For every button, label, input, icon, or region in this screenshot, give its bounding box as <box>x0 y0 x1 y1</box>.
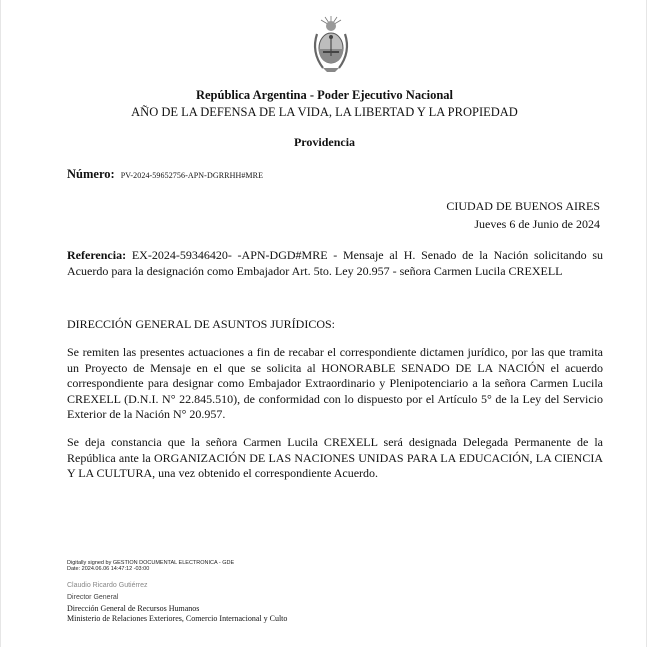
addressee: DIRECCIÓN GENERAL DE ASUNTOS JURÍDICOS: <box>67 317 336 331</box>
reference <box>67 247 603 279</box>
national-coat-of-arms-icon <box>307 14 355 74</box>
body-paragraph-2: Se deja constancia que la señora Carmen Lucila CREXELL será designada Delegada Permanente de la República ante la ORGANIZACIÓN DE LAS NACIONES UNIDAS PARA LA EDUCACIÓN, LA CIENCIA Y LA CULTURA, una vez obtenido el correspondiente Acuerdo. <box>67 435 603 480</box>
document-type: Providencia <box>293 135 356 149</box>
year-motto: AÑO DE LA DEFENSA DE LA VIDA, LA LIBERTAD Y LA PROPIEDAD <box>131 105 518 119</box>
signer-ministry: Ministerio de Relaciones Exteriores, Comercio Internacional y Culto <box>67 614 288 623</box>
government-header: República Argentina - Poder Ejecutivo Nacional <box>195 88 454 102</box>
body-paragraph-1: Se remiten las presentes actuaciones a fin de recabar el correspondiente dictamen jurídico, por las que tramita un Proyecto de Mensaje en el que se solicita al HONORABLE SENADO DE LA NACIÓN el acuerdo correspondiente para designar como Embajador Extraordinario y Plenipotenciario a la señora Carmen Lucila CREXELL (D.N.I. N° 22.845.510), de conformidad con lo dispuesto por el Artículo 5° de la Ley del Servicio Exterior de la Nación N° 20.957. <box>67 345 603 421</box>
signer-role: Director General <box>67 594 119 601</box>
date: Jueves 6 de Junio de 2024 <box>474 217 600 231</box>
document-number <box>67 167 263 182</box>
reference-text: EX-2024-59346420- -APN-DGD#MRE - Mensaje al H. Senado de la Nación solicitando su Acuerdo para la designación como Embajador Art. 5to. Ley 20.957 - señora Carmen Lucila CREXELL <box>67 248 604 278</box>
signer-unit: Dirección General de Recursos Humanos <box>67 604 200 613</box>
digital-signature-date: Date: 2024.06.06 14:47:12 -03:00 <box>67 566 150 572</box>
reference-label: Referencia: <box>67 248 127 262</box>
document-number-value: PV-2024-59652756-APN-DGRRHH#MRE <box>120 171 264 180</box>
document-number-label: Número: <box>67 167 115 181</box>
signer-name: Claudio Ricardo Gutiérrez <box>67 582 148 589</box>
place: CIUDAD DE BUENOS AIRES <box>446 199 600 213</box>
digital-signature-line: Digitally signed by GESTION DOCUMENTAL ELECTRONICA - GDE <box>67 560 235 566</box>
